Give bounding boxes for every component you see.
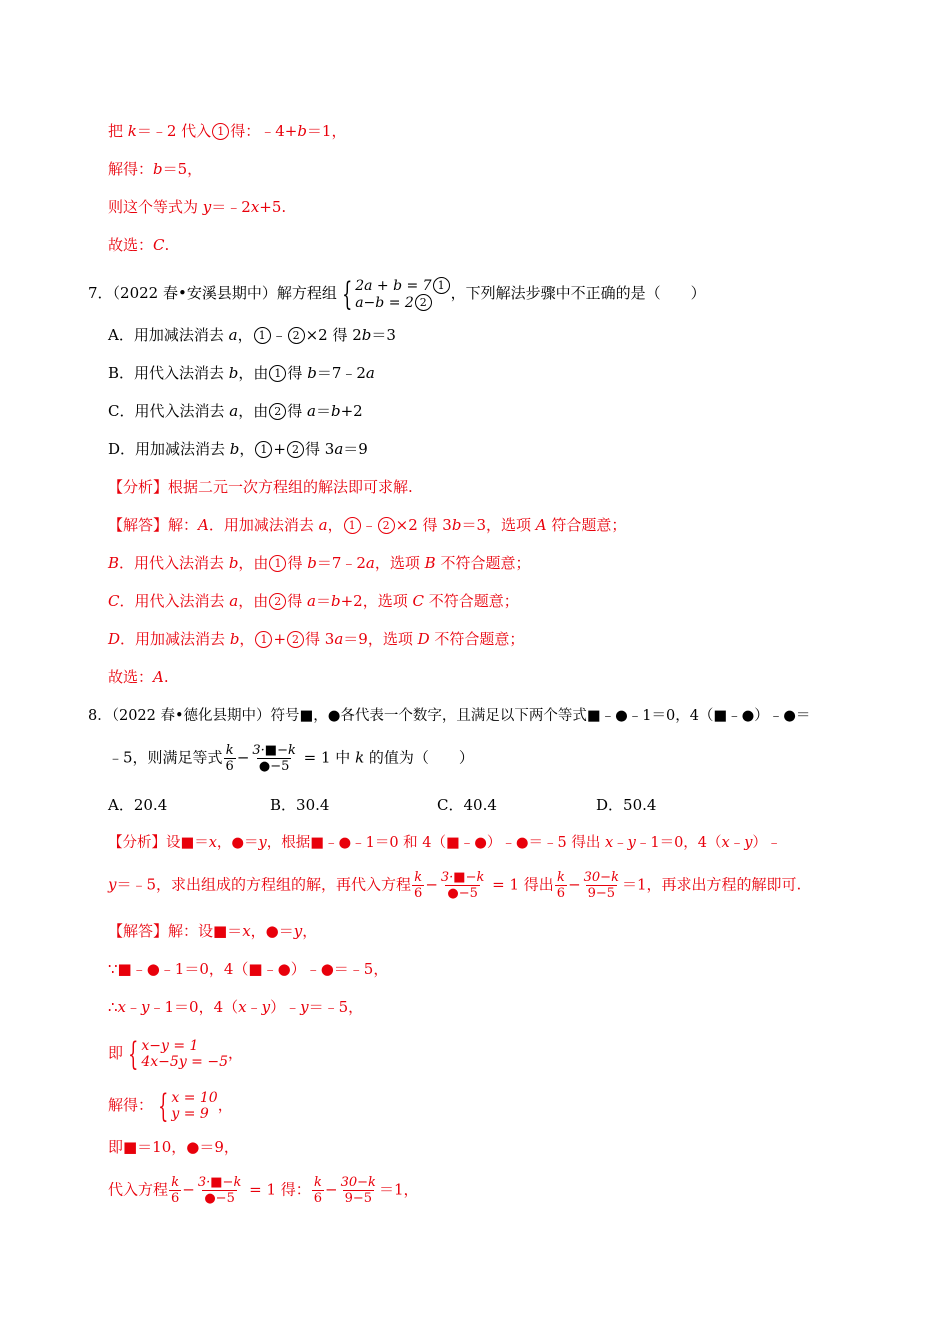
q8-analysis-line-1: 【分析】设■＝x，●＝y，根据■﹣●﹣1＝0 和 4（■﹣●）﹣●＝﹣5 得出 x﹣y﹣1＝0，4（x﹣y）﹣ bbox=[108, 835, 782, 851]
q7-option-a: A．用加减法消去 a， 1 ﹣ 2 ×2 得 2b＝3 bbox=[108, 326, 396, 344]
q8-option-a: A．20.4 bbox=[108, 796, 168, 814]
q7-solution-b: B．用代入法消去 b，由 1 得 b＝7﹣2a，选项 B 不符合题意； bbox=[108, 554, 531, 572]
q7-analysis: 【分析】根据二元一次方程组的解法即可求解. bbox=[108, 478, 413, 496]
q8-stem-line-1: 8．（2022 春•德化县期中）符号■，●各代表一个数字，且满足以下两个等式■﹣●﹣1＝0，4（■﹣●）﹣●＝ bbox=[88, 708, 811, 724]
q8-equation-system-1: { x−y = 1 4x−5y = −5 bbox=[128, 1035, 228, 1073]
q8-option-d: D．50.4 bbox=[596, 796, 657, 814]
q6-solution-line-2: 解得：b＝5， bbox=[108, 160, 203, 178]
q7-answer-choice: 故选：A. bbox=[108, 668, 169, 686]
q7-option-b: B．用代入法消去 b，由 1 得 b＝7﹣2a bbox=[108, 364, 375, 382]
circled-number-1: 1 bbox=[212, 123, 229, 140]
q8-stem-line-2: ﹣5，则满足等式 $\frac{k}{6}$ − $\frac{3\cdot■-k}{●-5}$ = 1 中 k 的值为（ ） bbox=[108, 743, 474, 774]
q8-solution-line-1: 【解答】解：设■＝x，●＝y， bbox=[108, 922, 318, 940]
q7-equation-system: { 2a + b = 7 1 a−b = 2 2 bbox=[337, 277, 451, 311]
q8-solution-line-4: 即 { x−y = 1 4x−5y = −5 ， bbox=[108, 1035, 244, 1073]
q8-option-c: C．40.4 bbox=[437, 796, 497, 814]
q6-solution-line-1: 把 k＝﹣2 代入 1 得：﹣4+b＝1， bbox=[108, 122, 347, 140]
q8-solution-line-7: 代入方程 $\frac{k}{6}$ − $\frac{3\cdot■-k}{●-5}$ = 1 得： $\frac{k}{6}$ − $\frac{30-k}{9-5}$ ＝1， bbox=[108, 1175, 419, 1206]
left-brace-icon: { bbox=[158, 1087, 169, 1125]
fraction-symbol-expression: $\frac{3\cdot■-k}{●-5}$ bbox=[252, 743, 296, 774]
fraction-k-over-6: $\frac{k}{6}$ bbox=[225, 743, 234, 774]
q8-analysis-line-2: y＝﹣5，求出组成的方程组的解，再代入方程 $\frac{k}{6}$ − $\frac{3\cdot■-k}{●-5}$ = 1 得出 $\frac{k}{6}$ − $\frac{30-k}{9-5}$ ＝1，再求出方程的解即可. bbox=[108, 870, 802, 901]
q8-option-b: B．30.4 bbox=[270, 796, 330, 814]
q7-option-c: C．用代入法消去 a，由 2 得 a＝b+2 bbox=[108, 402, 363, 420]
q7-solution-c: C．用代入法消去 a，由 2 得 a＝b+2，选项 C 不符合题意； bbox=[108, 592, 519, 610]
q7-solution-d: D．用加减法消去 b， 1 + 2 得 3a＝9，选项 D 不符合题意； bbox=[108, 630, 525, 648]
q6-answer-choice: 故选：C. bbox=[108, 236, 170, 254]
q7-solution-a: 【解答】解：A．用加减法消去 a， 1 ﹣ 2 ×2 得 3b＝3，选项 A 符合题意； bbox=[108, 516, 627, 534]
q7-stem: 7．（2022 春•安溪县期中）解方程组 { 2a + b = 7 1 a−b = 2 2 ，下列解法步骤中不正确的是（ ） bbox=[88, 275, 706, 313]
q7-option-d: D．用加减法消去 b， 1 + 2 得 3a＝9 bbox=[108, 440, 368, 458]
q8-solution-line-5: 解得： { x = 10 y = 9 ， bbox=[108, 1087, 233, 1125]
left-brace-icon: { bbox=[341, 275, 353, 313]
q8-equation-system-2: { x = 10 y = 9 bbox=[158, 1087, 218, 1125]
q6-solution-line-3: 则这个等式为 y＝﹣2x+5. bbox=[108, 198, 287, 216]
q8-solution-line-6: 即■＝10，●＝9， bbox=[108, 1138, 239, 1156]
q8-solution-line-2: ∵■﹣●﹣1＝0，4（■﹣●）﹣●＝﹣5， bbox=[108, 960, 389, 978]
q8-solution-line-3: ∴x﹣y﹣1＝0，4（x﹣y）﹣y＝﹣5， bbox=[108, 998, 364, 1016]
left-brace-icon: { bbox=[128, 1035, 139, 1073]
